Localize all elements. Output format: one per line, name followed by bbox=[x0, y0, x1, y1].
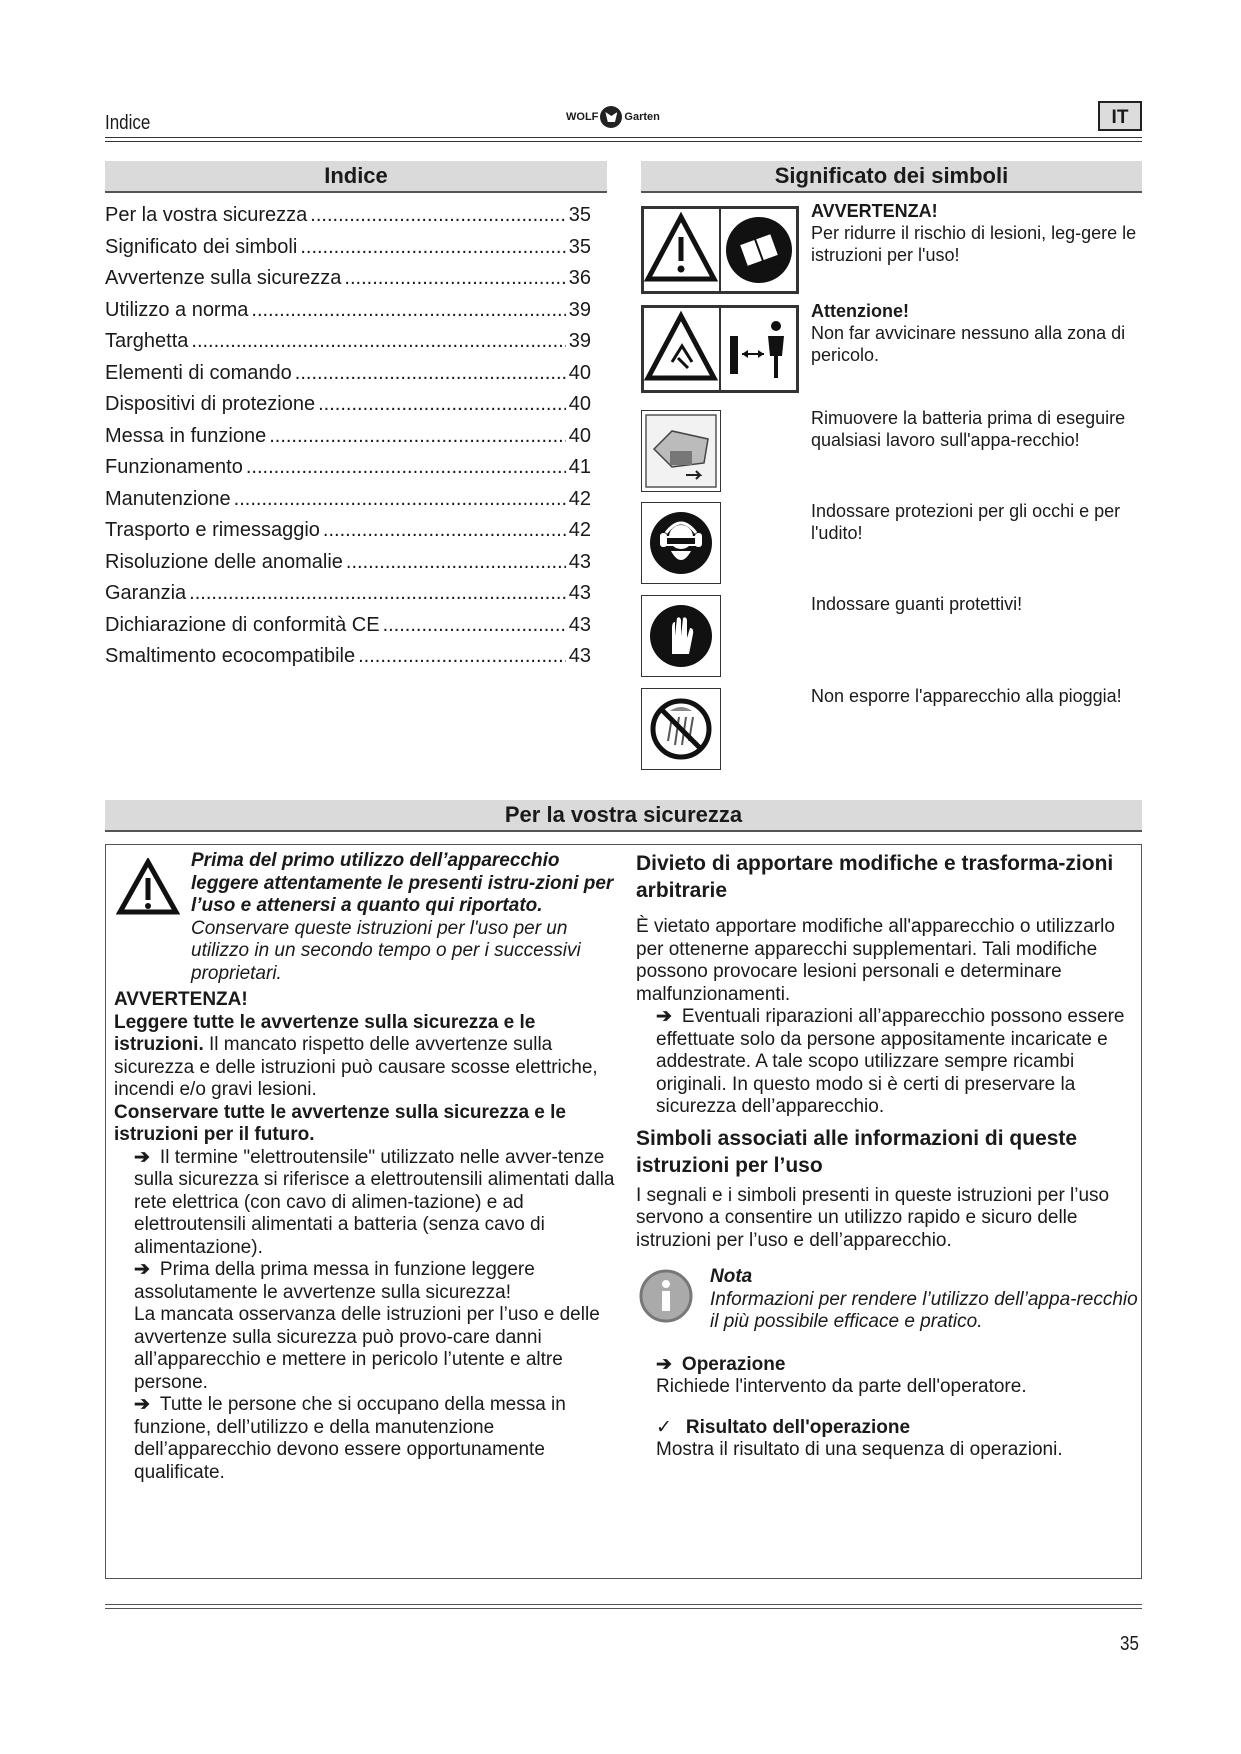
operation-title: Operazione bbox=[681, 1353, 786, 1375]
symbol-4-text: Indossare protezioni per gli occhi e per l'udito! bbox=[811, 501, 1121, 543]
toc-item-page: 42 bbox=[568, 519, 591, 541]
result-text: Mostra il risultato di una sequenza di operazioni. bbox=[656, 1439, 1063, 1460]
bullet-3 bbox=[114, 1394, 629, 1484]
toc-item-label: Significato dei simboli bbox=[105, 235, 298, 258]
arrow-icon: ➔ bbox=[656, 1353, 672, 1375]
arrow-icon: ➔ bbox=[656, 1006, 672, 1027]
symbol-1-heading: AVVERTENZA! bbox=[811, 201, 938, 221]
symbol-2-heading: Attenzione! bbox=[811, 301, 909, 321]
language-badge: IT bbox=[1098, 101, 1142, 131]
toc-item-page: 43 bbox=[568, 613, 591, 636]
toc-item-label: Messa in funzione bbox=[105, 424, 267, 447]
toc-item bbox=[105, 200, 591, 232]
toc-leader-dots bbox=[295, 358, 566, 390]
toc-item bbox=[105, 578, 591, 610]
bullet-2-text: Prima della prima messa in funzione leggere assolutamente le avvertenze sulla sicurezza! bbox=[134, 1259, 535, 1303]
toc-item-label: Manutenzione bbox=[105, 487, 231, 510]
symbol-1-description: Per ridurre il rischio di lesioni, leg-gere le istruzioni per l'uso! bbox=[811, 223, 1137, 265]
symbol-2-text bbox=[811, 300, 1141, 366]
toc-item-page: 42 bbox=[568, 487, 591, 510]
toc-leader-dots bbox=[246, 452, 566, 484]
intro-rest: Conservare queste istruzioni per l'uso per un utilizzo in un secondo tempo o per i successivi proprietari. bbox=[191, 917, 581, 984]
brand-logo bbox=[566, 104, 660, 130]
bullet-1 bbox=[114, 1147, 629, 1260]
result-title: Risultato dell'operazione bbox=[685, 1416, 911, 1438]
toc-item bbox=[105, 641, 591, 673]
toc-item-label: Funzionamento bbox=[105, 456, 243, 478]
operation-text: Richiede l'intervento da parte dell'operatore. bbox=[656, 1376, 1027, 1397]
toc-item-label: Dichiarazione di conformità CE bbox=[105, 613, 380, 636]
arrow-icon: ➔ bbox=[134, 1259, 150, 1280]
toc-item-page: 40 bbox=[568, 393, 591, 415]
toc-leader-dots bbox=[189, 578, 566, 610]
keep-instructions: Conservare tutte le avvertenze sulla sicurezza e le istruzioni per il futuro. bbox=[114, 1101, 566, 1145]
toc-item-page: 43 bbox=[568, 582, 591, 604]
toc-item-label: Garanzia bbox=[105, 582, 187, 604]
toc-item-label: Elementi di comando bbox=[105, 361, 292, 384]
toc-item bbox=[105, 232, 591, 264]
header-rule bbox=[105, 137, 1142, 142]
note-text-block bbox=[710, 1266, 1142, 1334]
modifications-bullet-text: Eventuali riparazioni all’apparecchio possono essere effettuate solo da persone appositamente incaricate e addestrate. A tale scopo utilizzare sempre ricambi originali. In questo modo si è certi di preservare la sicurezza dell’apparecchio. bbox=[656, 1006, 1125, 1117]
page-number: 35 bbox=[1120, 1633, 1139, 1655]
toc-item bbox=[105, 295, 591, 327]
toc-item-page: 40 bbox=[568, 424, 591, 447]
toc-leader-dots bbox=[191, 326, 565, 358]
toc-item-label: Trasporto e rimessaggio bbox=[105, 519, 320, 541]
no-rain-symbol bbox=[641, 688, 721, 770]
operation-block bbox=[636, 1354, 1142, 1399]
bullet-1-text: Il termine "elettroutensile" utilizzato nelle avver-tenze sulla sicurezza si riferisce a elettroutensili alimentati dalla rete elettrica (con cavo di alimen-tazione) e ad elettroutensili alimentati a batteria (senza cavo di alimentazione). bbox=[134, 1146, 615, 1258]
toc-leader-dots bbox=[310, 200, 565, 232]
gloves-icon bbox=[642, 596, 720, 676]
toc-item-page: 40 bbox=[568, 361, 591, 384]
toc-item bbox=[105, 326, 591, 358]
remove-battery-icon bbox=[642, 411, 720, 491]
toc-item-page: 39 bbox=[568, 330, 591, 352]
symbols-info-text: I segnali e i simboli presenti in queste istruzioni per l’uso servono a consentire un utilizzo rapido e sicuro delle istruzioni per l’uso e dell’apparecchio. bbox=[636, 1184, 1110, 1251]
safety-title: Per la vostra sicurezza bbox=[105, 800, 1142, 832]
modifications-bullet bbox=[636, 1006, 1142, 1119]
warning-bold: Leggere tutte le avvertenze sulla sicurezza e le istruzioni. bbox=[114, 1011, 536, 1055]
toc-item-label: Utilizzo a norma bbox=[105, 298, 249, 321]
toc-item-label: Avvertenze sulla sicurezza bbox=[105, 267, 342, 289]
symbol-1-text bbox=[811, 200, 1141, 266]
warning-read-manual-icon bbox=[642, 207, 798, 293]
toc-item-label: Smaltimento ecocompatibile bbox=[105, 645, 356, 667]
intro-bold: Prima del primo utilizzo dell’apparecchio leggere attentamente le presenti istru-zioni per l’uso e attenersi a quanto qui riportato. bbox=[191, 850, 614, 916]
intro-paragraph bbox=[191, 850, 629, 985]
note-title: Nota bbox=[710, 1266, 753, 1287]
modifications-title: Divieto di apportare modifiche e trasforma-zioni arbitrarie bbox=[636, 852, 1114, 902]
symbol-2-description: Non far avvicinare nessuno alla zona di pericolo. bbox=[811, 323, 1126, 365]
keep-distance-icon bbox=[642, 306, 798, 392]
symbols-title: Significato dei simboli bbox=[641, 161, 1142, 193]
toc-item-page: 43 bbox=[568, 550, 591, 573]
bullet-2 bbox=[114, 1259, 629, 1304]
toc-item bbox=[105, 515, 591, 547]
symbol-5-text: Indossare guanti protettivi! bbox=[811, 594, 1023, 614]
toc-item-page: 35 bbox=[568, 204, 591, 226]
toc-item-page: 39 bbox=[568, 298, 591, 321]
toc-item-page: 43 bbox=[568, 645, 591, 667]
no-rain-icon bbox=[642, 689, 720, 769]
toc-leader-dots bbox=[318, 389, 566, 421]
symbol-6-text: Non esporre l'apparecchio alla pioggia! bbox=[811, 686, 1122, 706]
result-block bbox=[636, 1417, 1142, 1462]
warning-paragraph bbox=[114, 1012, 629, 1102]
toc-item bbox=[105, 421, 591, 453]
symbol-3-text: Rimuovere la batteria prima di eseguire qualsiasi lavoro sull'appa-recchio! bbox=[811, 408, 1126, 450]
note-block bbox=[636, 1266, 1142, 1334]
symbols-info-title: Simboli associati alle informazioni di queste istruzioni per l’uso bbox=[636, 1126, 1078, 1177]
toc-item-label: Targhetta bbox=[105, 330, 189, 352]
arrow-icon: ➔ bbox=[134, 1394, 150, 1415]
warning-title: AVVERTENZA! bbox=[114, 989, 248, 1010]
toc-item-label: Dispositivi di protezione bbox=[105, 393, 316, 415]
toc-leader-dots bbox=[346, 547, 566, 579]
header-section-label: Indice bbox=[105, 112, 151, 134]
toc-item bbox=[105, 610, 591, 642]
safety-right-column bbox=[636, 850, 1142, 1462]
remove-battery-symbol bbox=[641, 410, 721, 492]
toc-leader-dots bbox=[269, 421, 566, 453]
toc-leader-dots bbox=[323, 515, 566, 547]
toc-item-page: 41 bbox=[568, 456, 591, 478]
warning-read-manual-symbol bbox=[641, 206, 799, 294]
danger-zone-symbol bbox=[641, 305, 799, 393]
toc-leader-dots bbox=[383, 610, 566, 642]
modifications-text: È vietato apportare modifiche all'apparecchio o utilizzarlo per ottenerne apparecchi supplementari. Tali modifiche possono provocare lesioni personali e determinare malfunzionamenti. bbox=[636, 916, 1115, 1005]
toc-item-label: Per la vostra sicurezza bbox=[105, 204, 308, 226]
check-icon: ✓ bbox=[656, 1416, 672, 1438]
arrow-icon: ➔ bbox=[134, 1146, 150, 1168]
warning-rest: Il mancato rispetto delle avvertenze sulla sicurezza e delle istruzioni può causare scosse elettriche, incendi e/o gravi lesioni. bbox=[114, 1034, 598, 1100]
toc-item bbox=[105, 389, 591, 421]
wolf-head-icon bbox=[600, 106, 622, 128]
toc-list bbox=[105, 200, 591, 673]
footer-rule bbox=[105, 1604, 1142, 1609]
toc-item bbox=[105, 547, 591, 579]
eye-ear-protection-symbol bbox=[641, 502, 721, 584]
brand-logo-right: Garten bbox=[624, 111, 660, 123]
toc-item-label: Risoluzione delle anomalie bbox=[105, 550, 343, 573]
gloves-symbol bbox=[641, 595, 721, 677]
eye-ear-protection-icon bbox=[642, 503, 720, 583]
toc-item bbox=[105, 484, 591, 516]
toc-leader-dots bbox=[300, 232, 565, 264]
info-icon bbox=[636, 1266, 698, 1326]
toc-item-page: 35 bbox=[568, 235, 591, 258]
toc-leader-dots bbox=[234, 484, 566, 516]
toc-item bbox=[105, 452, 591, 484]
toc-item bbox=[105, 263, 591, 295]
toc-leader-dots bbox=[358, 641, 566, 673]
bullet-2-continuation: La mancata osservanza delle istruzioni per l’uso e delle avvertenze sulla sicurezza può provo-care danni all’apparecchio e mettere in pericolo l’utente e altre persone. bbox=[134, 1304, 600, 1393]
brand-logo-left: WOLF bbox=[566, 111, 599, 123]
toc-title: Indice bbox=[105, 161, 607, 193]
toc-item-page: 36 bbox=[568, 267, 591, 289]
toc-leader-dots bbox=[344, 263, 565, 295]
bullet-3-text: Tutte le persone che si occupano della messa in funzione, dell’utilizzo e della manutenzione dell’apparecchio devono essere opportunamente qualificate. bbox=[134, 1394, 566, 1483]
note-text: Informazioni per rendere l’utilizzo dell’appa-recchio il più possibile efficace e pratico. bbox=[710, 1288, 1138, 1332]
safety-left-column bbox=[114, 850, 629, 1484]
toc-item bbox=[105, 358, 591, 390]
toc-leader-dots bbox=[251, 295, 565, 327]
